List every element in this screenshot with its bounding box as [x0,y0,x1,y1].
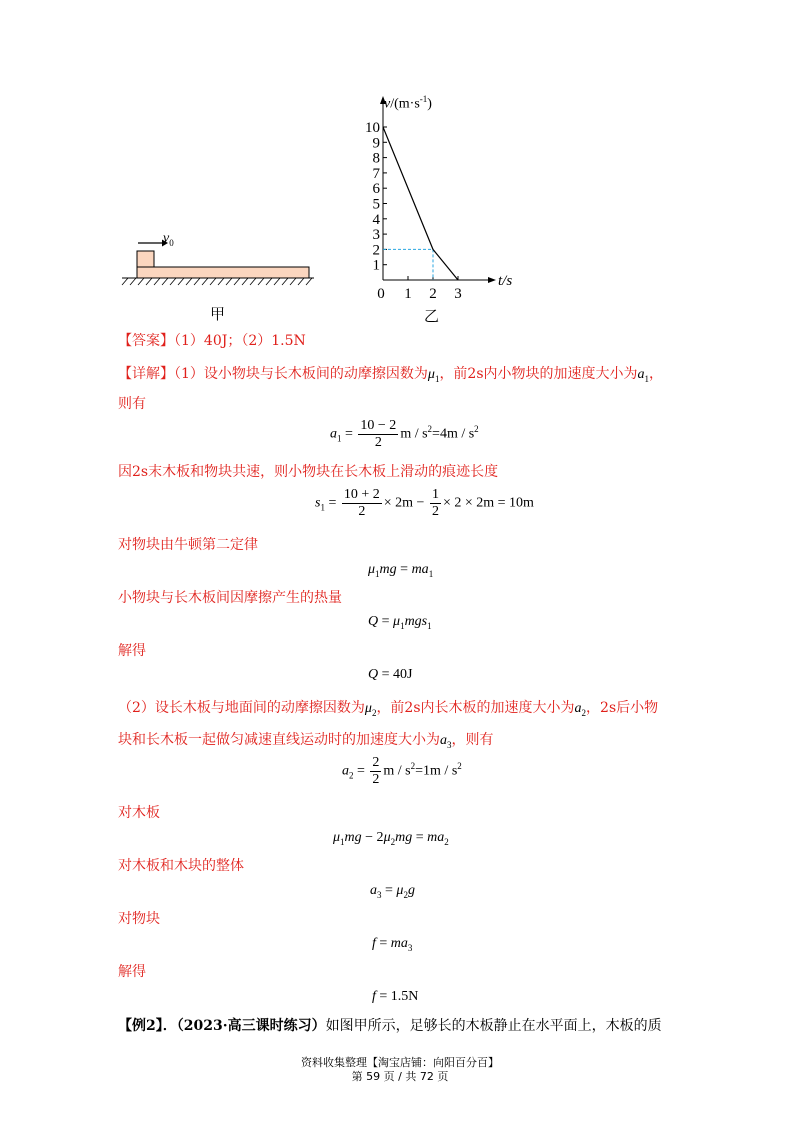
equation-a2: $a_2$ = $\frac{2}{2}$ $m / s^2=1m / s^2$ [342,755,462,787]
example-text: 如图甲所示，足够长的木板静止在水平面上，木板的质 [325,1018,662,1034]
v0-label: $v_0$ [163,231,174,248]
x-tick-label-0: 0 [377,286,385,302]
velocity-polyline [383,127,458,280]
x-tick-labels [377,286,462,302]
x-axis-label: t/s [498,273,513,289]
guide-lines [383,249,433,280]
example-2-line [118,1016,662,1036]
figure-yi [356,92,536,307]
equation-a1: $a_1$ = $\frac{10 - 2}{2}$ $m / s^2=4m / s^2$ [330,418,479,450]
detail-paragraph-3: 对物块由牛顿第二定律 [118,537,258,553]
y-tick-label-8: 8 [372,150,380,167]
detail-paragraph-10: 解得 [118,964,146,980]
example-tag: 【例2】 [118,1018,163,1034]
answer-tag: 【答案】 [118,333,174,349]
x-axis-arrow [488,277,496,283]
detail-paragraph-9: 对物块 [118,911,160,927]
example-source: ．（2023·高三课时练习） [162,1018,326,1034]
equation-q-result: Q = 40J [368,667,413,682]
equation-f-result: f = 1.5N [372,989,419,1004]
y-tick-label-2: 2 [372,242,380,259]
footer-source: 资料收集整理【淘宝店铺：向阳百分百】 [301,1056,499,1069]
y-axis-label: $v/(m\cdot s^{-1})$ [384,94,432,112]
detail-paragraph-1: 【详解】（1）设小物块与长木板间的动摩擦因数为$\mu_1$，前2s内小物块的加速度大小为$a_1$， [118,366,664,384]
equation-friction: $f = ma_3$ [372,936,413,953]
long-board [137,267,309,278]
y-tick-labels [365,120,381,274]
equation-newton-block: $\mu_1mg = ma_1$ [368,562,434,579]
a1-symbol: $a_1$ [637,367,650,384]
detail-paragraph-8: 对木板和木块的整体 [118,858,244,874]
y-tick-label-7: 7 [372,165,380,182]
figure-yi-caption: 乙 [424,307,440,325]
detail-tag: 【详解】 [118,366,174,382]
tick-marks [383,127,458,280]
figure-jia-caption: 甲 [210,305,226,323]
y-tick-label-3: 3 [372,227,380,244]
equation-heat: $Q = \mu_1mgs_1$ [368,614,432,631]
small-block [137,251,154,267]
x-tick-label-1: 1 [404,286,412,302]
a3-symbol: $a_3$ [440,733,452,750]
detail-paragraph-4: 小物块与长木板间因摩擦产生的热量 [118,590,342,606]
mu2-symbol: $\mu_2$ [364,701,377,718]
y-tick-label-6: 6 [372,181,380,198]
equation-board: $\mu_1mg - 2\mu_2mg = ma_2$ [333,830,449,847]
detail-paragraph-7: 对木板 [118,805,160,821]
footer-page-number: 第 59 页 / 共 72 页 [351,1070,449,1083]
y-tick-label-4: 4 [372,211,380,228]
equation-s1: $s_1$ = $\frac{10 + 2}{2}$ × 2m − $\frac{1}{2}$ × 2 × 2m = 10m [315,487,534,519]
detail-paragraph-6b: 块和长木板一起做匀减速直线运动时的加速度大小为$a_3$，则有 [118,732,494,750]
a2-symbol: $a_2$ [574,701,587,718]
detail-paragraph-5: 解得 [118,643,146,659]
answer-text: （1）40J；（2）1.5N [174,333,306,349]
x-tick-label-3: 3 [454,286,462,302]
answer-line [118,331,306,351]
detail-paragraph-2: 因2s末木板和物块共速，则小物块在长木板上滑动的痕迹长度 [118,464,499,480]
mu1-symbol: $\mu_1$ [427,367,440,384]
y-tick-label-5: 5 [372,196,380,213]
y-tick-label-1: 1 [372,257,380,274]
series-line [383,127,458,280]
detail-then: 则有 [118,396,146,412]
equation-whole: $a_3 = \mu_2g$ [370,883,415,900]
y-tick-label-9: 9 [372,135,380,152]
y-tick-label-10: 10 [365,120,380,136]
detail-paragraph-6: （2）设长木板与地面间的动摩擦因数为$\mu_2$，前2s内长木板的加速度大小为$a_2$，2s后小物 [118,700,659,718]
ground-hatching [122,278,312,285]
x-tick-label-2: 2 [429,286,437,302]
